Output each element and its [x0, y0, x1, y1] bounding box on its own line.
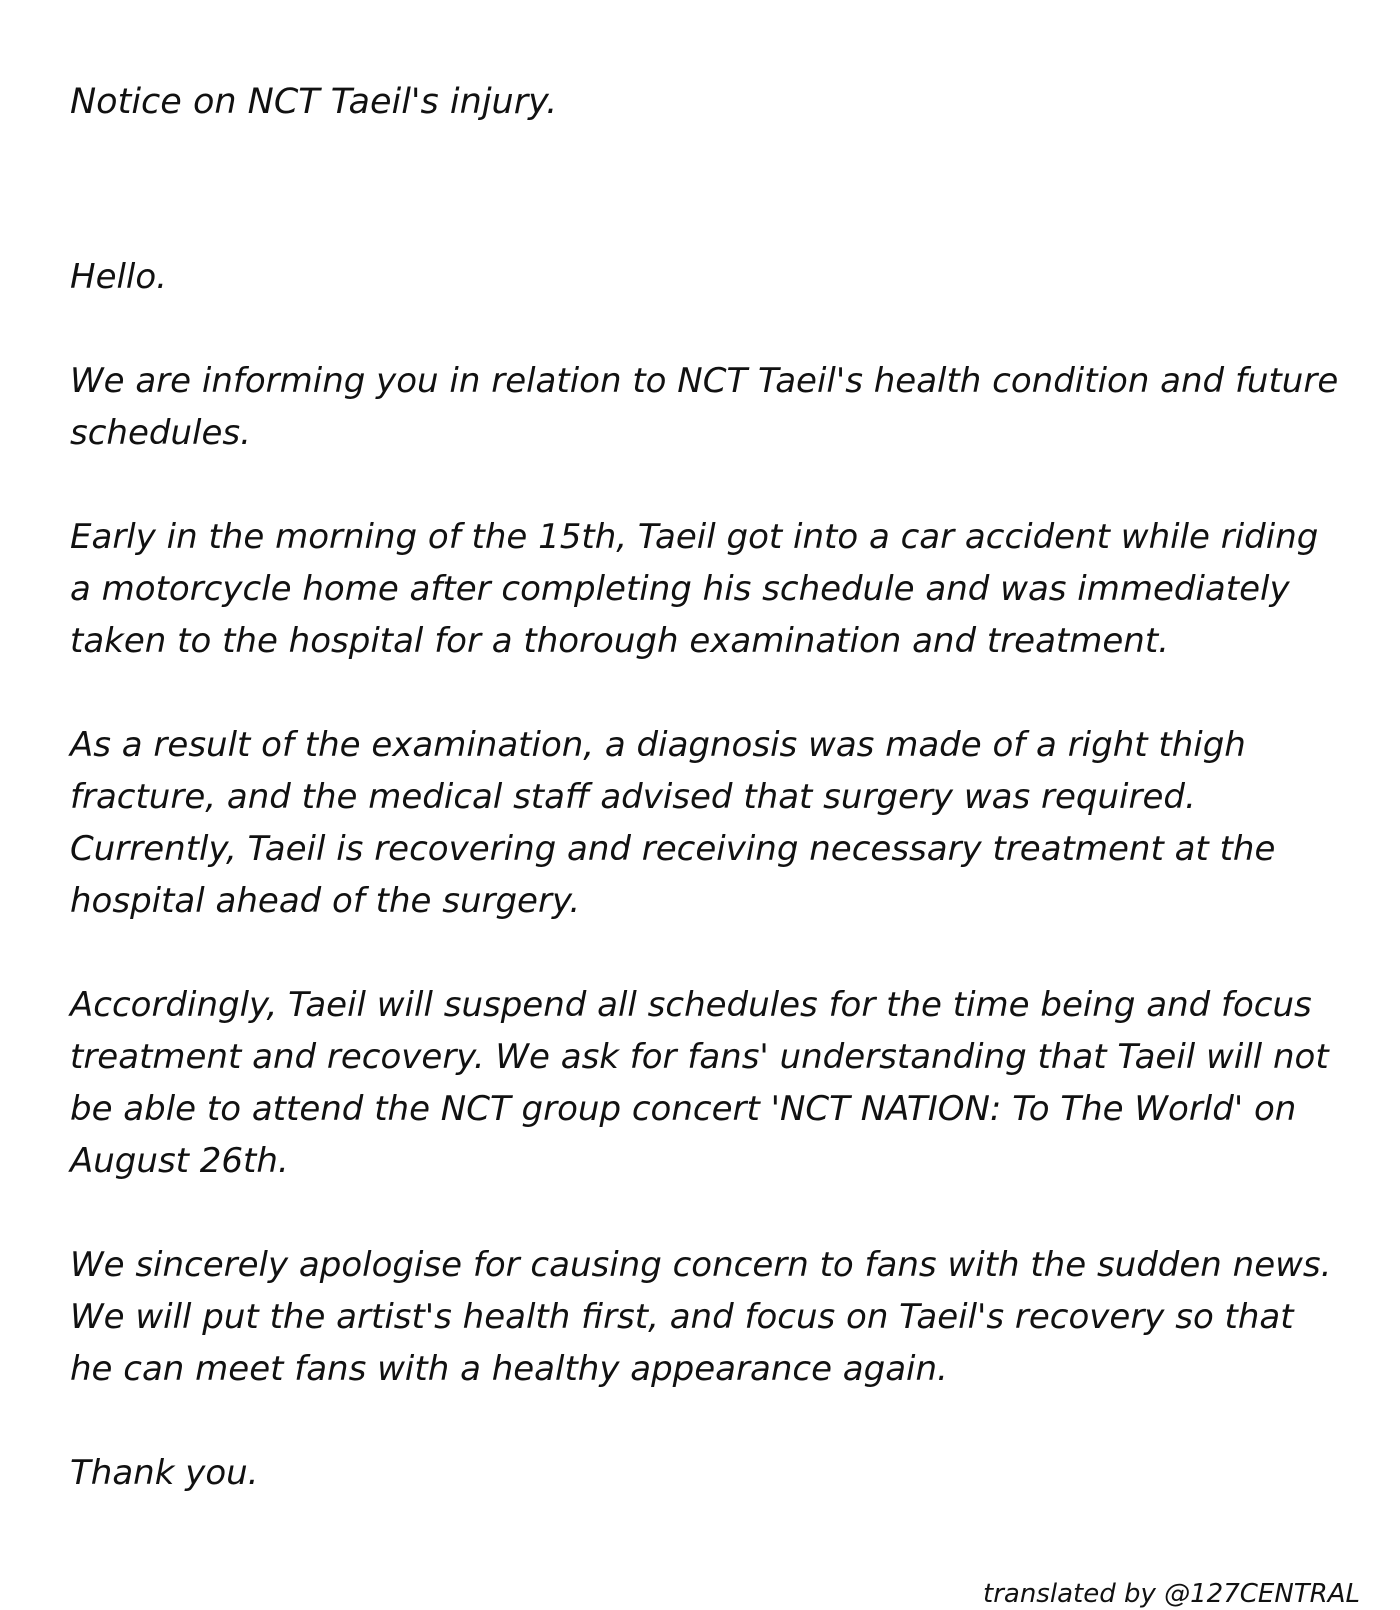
intro-paragraph: We are informing you in relation to NCT Taeil's health condition and future schedules.	[70, 361, 1339, 453]
schedule-paragraph: Accordingly, Taeil will suspend all schedules for the time being and focus treatment and recovery. We ask for fans' understanding that Taeil will not be able to attend the NCT group concert 'NCT NATION: To The World' on August 26th.	[70, 985, 1329, 1181]
notice-body	[70, 76, 1340, 1551]
notice-title: Notice on NCT Taeil's injury.	[70, 82, 558, 122]
translator-credit: translated by @127CENTRAL	[983, 1579, 1360, 1609]
apology-paragraph: We sincerely apologise for causing concern to fans with the sudden news. We will put the artist's health first, and focus on Taeil's recovery so that he can meet fans with a healthy appearance again.	[70, 1245, 1332, 1389]
diagnosis-paragraph: As a result of the examination, a diagnosis was made of a right thigh fracture, and the medical staff advised that surgery was required. Currently, Taeil is recovering and receiving necessary treatment at the hospital ahead of the surgery.	[70, 725, 1276, 921]
greeting-paragraph: Hello.	[70, 257, 167, 297]
closing-paragraph: Thank you.	[70, 1453, 259, 1493]
accident-paragraph: Early in the morning of the 15th, Taeil got into a car accident while riding a motorcycle home after completing his schedule and was immediately taken to the hospital for a thorough examination and treatment.	[70, 517, 1319, 661]
